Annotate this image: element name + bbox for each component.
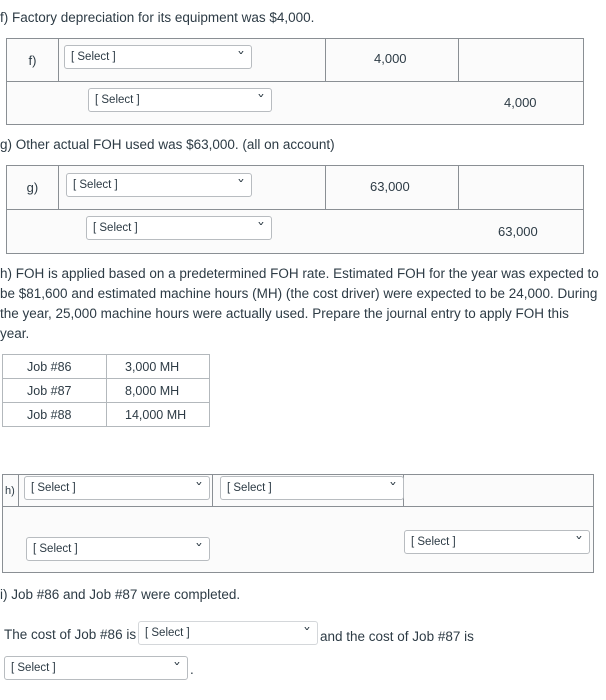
cost-job-86-select[interactable]: [ Select ] ˅ xyxy=(138,621,318,645)
account-select[interactable]: [ Select ] ˅ xyxy=(86,216,272,240)
table-row: Job #87 8,000 MH xyxy=(3,379,210,403)
question-f-text: f) Factory depreciation for its equipment was $4,000. xyxy=(0,10,315,25)
amount-select[interactable]: [ Select ] ˅ xyxy=(220,476,404,500)
question-g-text: g) Other actual FOH used was $63,000. (all on account) xyxy=(0,137,335,152)
table-row: Job #86 3,000 MH xyxy=(3,355,210,379)
cost-job-87-select[interactable]: [ Select ] ˅ xyxy=(4,656,188,680)
credit-amount: 4,000 xyxy=(504,95,537,110)
chevron-down-icon: ˅ xyxy=(302,626,312,640)
cost-job-86-label: The cost of Job #86 is xyxy=(4,627,137,642)
chevron-down-icon: ˅ xyxy=(256,93,266,107)
account-select[interactable]: [ Select ] ˅ xyxy=(24,476,210,500)
chevron-down-icon: ˅ xyxy=(236,178,246,192)
account-select[interactable]: [ Select ] ˅ xyxy=(88,88,272,112)
chevron-down-icon: ˅ xyxy=(194,542,204,556)
chevron-down-icon: ˅ xyxy=(236,50,246,64)
chevron-down-icon: ˅ xyxy=(194,481,204,495)
entry-label: g) xyxy=(7,166,59,210)
trailing-period: . xyxy=(190,662,194,677)
question-h-text: h) FOH is applied based on a predetermined FOH rate. Estimated FOH for the year was expected to be $81,600 and estimated machine hours (MH) (the cost driver) were expected to be 24,000. During the year, 25,000 machine hours were actually used. Prepare the journal entry to apply FOH this year. xyxy=(0,266,599,341)
debit-amount: 4,000 xyxy=(374,51,407,66)
account-select[interactable]: [ Select ] ˅ xyxy=(64,45,252,69)
chevron-down-icon: ˅ xyxy=(574,535,584,549)
question-i-text: i) Job #86 and Job #87 were completed. xyxy=(0,587,241,602)
chevron-down-icon: ˅ xyxy=(388,481,398,495)
debit-amount: 63,000 xyxy=(370,179,410,194)
entry-label: f) xyxy=(7,39,59,82)
credit-amount: 63,000 xyxy=(498,224,538,239)
account-select[interactable]: [ Select ] ˅ xyxy=(26,537,210,561)
chevron-down-icon: ˅ xyxy=(256,221,266,235)
entry-label: h) xyxy=(3,475,19,507)
chevron-down-icon: ˅ xyxy=(172,661,182,675)
table-row: Job #88 14,000 MH xyxy=(3,403,210,427)
machine-hours-table xyxy=(2,354,210,427)
account-select[interactable]: [ Select ] ˅ xyxy=(66,173,252,197)
amount-select[interactable]: [ Select ] ˅ xyxy=(404,530,590,554)
cost-job-87-label: and the cost of Job #87 is xyxy=(320,629,474,644)
